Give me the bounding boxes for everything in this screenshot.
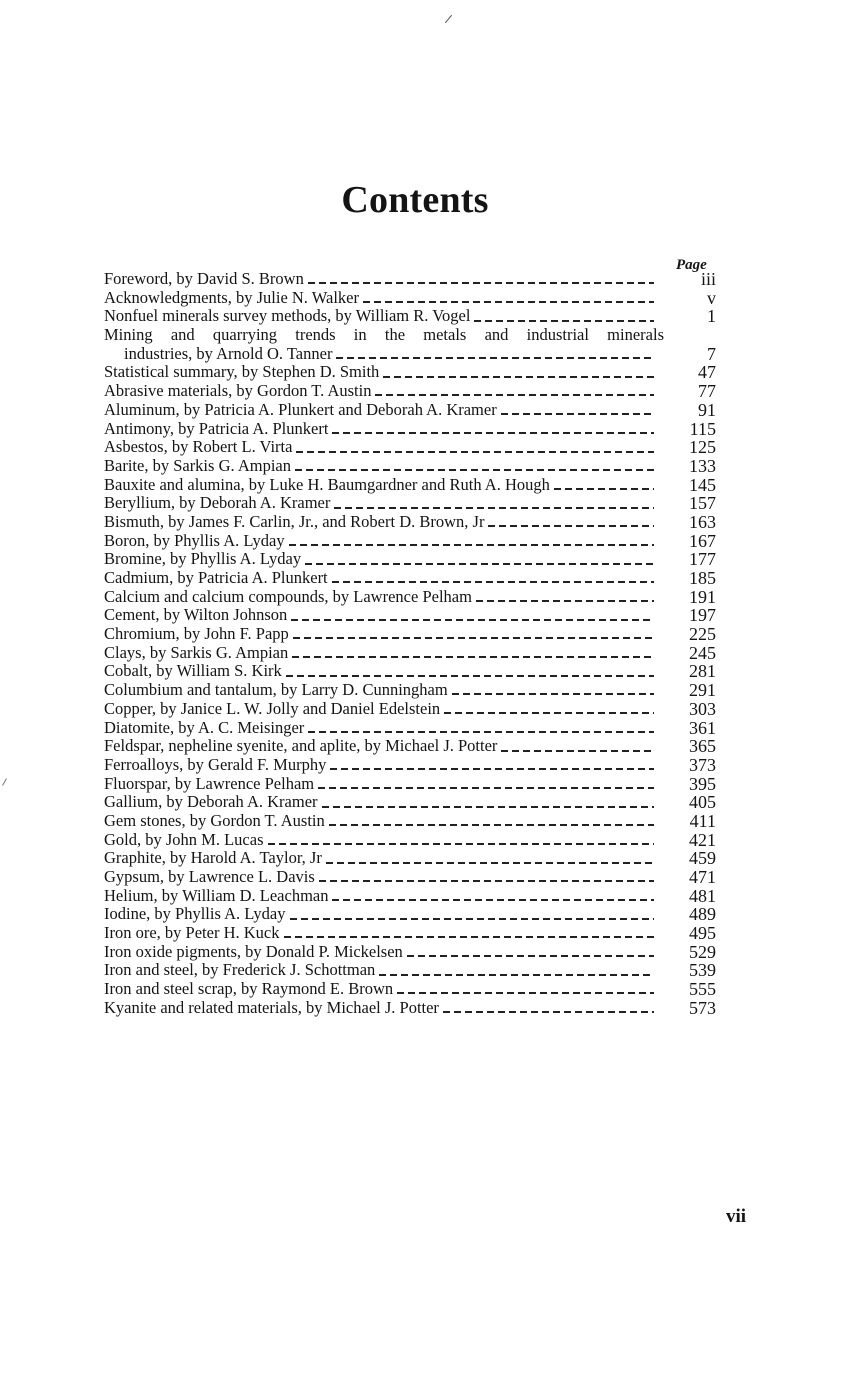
dot-leader [363,301,654,303]
toc-entry-title: Helium, by William D. Leachman [104,885,329,905]
toc-entry-title: Iron and steel scrap, by Raymond E. Brown [104,979,394,999]
toc-entry[interactable] [104,532,726,551]
dot-leader [336,357,654,359]
dot-leader [488,525,654,527]
toc-entry[interactable] [104,756,726,775]
toc-page-number: 7 [707,343,716,364]
dot-leader [444,712,654,714]
toc-page-number: 245 [689,642,716,663]
toc-entry[interactable] [104,307,726,326]
dot-leader [290,918,655,920]
toc-entry-title: Gypsum, by Lawrence L. Davis [104,867,315,886]
toc-page-number: 291 [689,680,716,701]
toc-entry-title: Iron ore, by Peter H. Kuck [104,923,280,943]
toc-entry[interactable] [104,905,726,924]
toc-entry[interactable] [104,812,726,831]
dot-leader [332,581,654,583]
toc-entry-title: Iron oxide pigments, by Donald P. Mickelsen [104,941,403,961]
toc-entry[interactable] [104,270,726,289]
toc-entry-title: Cadmium, by Patricia A. Plunkert [104,568,328,587]
dot-leader [305,563,654,565]
toc-entry[interactable] [104,961,726,980]
toc-entry-title: Ferroalloys, by Gerald F. Murphy [104,754,327,774]
toc-entry[interactable] [104,793,726,812]
toc-entry-title: Aluminum, by Patricia A. Plunkert and Deborah A. Kramer [104,399,497,419]
toc-entry-title: Columbium and tantalum, by Larry D. Cunningham [104,680,448,700]
toc-page-number: 185 [689,568,716,588]
toc-entry[interactable] [104,775,726,794]
dot-leader [476,600,654,602]
toc-page-number: 395 [689,773,716,794]
toc-entry-title: Copper, by Janice L. W. Jolly and Daniel Edelstein [104,698,441,718]
toc-entry-title: Foreword, by David S. Brown [104,268,304,288]
toc-page-number: 405 [689,792,716,813]
stray-mark [445,15,452,23]
toc-entry-title: Iodine, by Phyllis A. Lyday [104,904,286,924]
toc-entry-title: Beryllium, by Deborah A. Kramer [104,493,331,513]
table-of-contents [104,270,726,1018]
toc-entry-title: Fluorspar, by Lawrence Pelham [104,773,315,793]
toc-page-number: 459 [689,848,716,869]
toc-entry[interactable] [104,980,726,999]
toc-page-number: 163 [689,511,716,532]
dot-leader [329,824,654,826]
toc-page-number: 145 [689,474,716,495]
toc-page-number: 555 [689,979,716,1000]
toc-entry[interactable] [104,999,726,1018]
dot-leader [291,619,654,621]
toc-page-number: 373 [689,754,716,775]
dot-leader [322,806,654,808]
toc-page-number: 191 [689,586,716,607]
toc-entry-title: Bauxite and alumina, by Luke H. Baumgardner and Ruth A. Hough [104,474,550,494]
toc-entry-title: Abrasive materials, by Gordon T. Austin [104,381,372,401]
dot-leader [474,320,654,322]
toc-entry-title: Statistical summary, by Stephen D. Smith [104,362,380,382]
toc-entry-title: Calcium and calcium compounds, by Lawrence Pelham [104,586,472,606]
toc-entry-title: Boron, by Phyllis A. Lyday [104,530,285,550]
toc-entry[interactable] [104,831,726,850]
toc-page-number: 281 [689,661,716,682]
dot-leader [318,787,654,789]
toc-entry[interactable] [104,476,726,495]
toc-page-number: 539 [689,960,716,981]
toc-entry[interactable] [104,662,726,681]
dot-leader [292,656,654,658]
dot-leader [332,899,654,901]
dot-leader [289,544,654,546]
dot-leader [443,1011,654,1013]
toc-page-number: v [707,287,716,308]
toc-page-number: 1 [707,306,716,327]
dot-leader [501,413,654,415]
toc-entry-title: Bismuth, by James F. Carlin, Jr., and Robert D. Brown, Jr [104,511,485,531]
dot-leader [293,637,654,639]
toc-page-number: iii [700,268,716,289]
dot-leader [308,282,654,284]
dot-leader [268,843,655,845]
toc-entry-title: Kyanite and related materials, by Michael J. Potter [104,997,439,1017]
toc-entry[interactable] [104,868,726,887]
toc-entry[interactable] [104,401,726,420]
toc-entry[interactable] [104,513,726,532]
toc-entry-title: Barite, by Sarkis G. Ampian [104,455,291,475]
toc-entry-title: Gem stones, by Gordon T. Austin [104,810,325,830]
toc-entry-title: Diatomite, by A. C. Meisinger [104,717,305,737]
toc-entry[interactable] [104,887,726,906]
toc-entry[interactable] [104,700,726,719]
dot-leader [286,675,654,677]
toc-entry[interactable] [104,550,726,569]
toc-entry[interactable] [104,588,726,607]
toc-entry-title: Mining and quarrying trends in the metals and industrial minerals [104,325,664,345]
toc-entry-title: Cement, by Wilton Johnson [104,605,288,625]
dot-leader [295,469,654,471]
dot-leader [554,488,654,490]
toc-entry[interactable] [104,326,726,363]
page-title: Contents [341,179,489,221]
toc-page-number: 177 [689,549,716,570]
dot-leader [334,507,654,509]
dot-leader [296,451,654,453]
toc-entry[interactable] [104,382,726,401]
toc-entry[interactable] [104,569,726,588]
toc-page-number: 361 [689,717,716,738]
toc-page-number: 77 [698,381,716,402]
dot-leader [284,936,655,938]
toc-page-number: 303 [689,698,716,719]
toc-page-number: 489 [689,904,716,925]
toc-page-number: 157 [689,493,716,514]
toc-entry[interactable] [104,849,726,868]
dot-leader [383,376,654,378]
dot-leader [332,432,654,434]
toc-entry[interactable] [104,737,726,756]
toc-page-number: 481 [689,885,716,906]
toc-page-number: 133 [689,455,716,476]
toc-page-number: 115 [689,418,716,439]
toc-entry[interactable] [104,644,726,663]
toc-entry[interactable] [104,289,726,308]
toc-entry-title: Graphite, by Harold A. Taylor, Jr [104,848,322,868]
toc-entry[interactable] [104,719,726,738]
toc-page-number: 167 [689,530,716,551]
toc-page-number: 197 [689,605,716,626]
toc-page-number: 471 [689,867,716,887]
toc-entry-title: Gold, by John M. Lucas [104,829,264,849]
toc-entry-title: Gallium, by Deborah A. Kramer [104,792,318,812]
toc-entry[interactable] [104,494,726,513]
toc-entry-title-continued: industries, by Arnold O. Tanner [124,343,333,363]
toc-entry[interactable] [104,681,726,700]
toc-entry-title: Iron and steel, by Frederick J. Schottman [104,960,376,980]
toc-entry-title: Antimony, by Patricia A. Plunkert [104,418,329,438]
toc-page-number: 411 [689,810,716,831]
toc-entry-title: Acknowledgments, by Julie N. Walker [104,287,359,307]
toc-entry[interactable] [104,420,726,439]
toc-entry-title: Clays, by Sarkis G. Ampian [104,642,289,662]
dot-leader [308,731,654,733]
page-folio: vii [726,1206,747,1227]
toc-page-number: 365 [689,736,716,757]
toc-entry-title: Feldspar, nepheline syenite, and aplite, by Michael J. Potter [104,736,498,756]
toc-entry[interactable] [104,438,726,457]
dot-leader [375,394,654,396]
page-column-heading: Page [676,257,707,273]
toc-entry-title: Asbestos, by Robert L. Virta [104,437,293,457]
toc-entry[interactable] [104,625,726,644]
dot-leader [326,862,654,864]
toc-entry[interactable] [104,457,726,476]
toc-page-number: 225 [689,624,716,645]
dot-leader [397,992,654,994]
margin-mark [2,778,7,785]
toc-entry-title: Bromine, by Phyllis A. Lyday [104,549,302,569]
toc-page-number: 573 [689,997,716,1018]
dot-leader [501,750,654,752]
toc-entry-title: Nonfuel minerals survey methods, by William R. Vogel [104,306,471,326]
toc-entry-title: Chromium, by John F. Papp [104,624,289,644]
dot-leader [319,880,654,882]
dot-leader [379,974,654,976]
toc-page-number: 421 [689,829,716,850]
toc-entry[interactable] [104,363,726,382]
toc-page-number: 91 [698,399,716,420]
toc-entry[interactable] [104,943,726,962]
toc-page-number: 529 [689,941,716,962]
dot-leader [452,693,654,695]
toc-page-number: 125 [689,437,716,458]
dot-leader [407,955,654,957]
dot-leader [330,768,654,770]
toc-entry[interactable] [104,924,726,943]
toc-page-number: 47 [698,362,716,383]
toc-page-number: 495 [689,923,716,944]
toc-entry[interactable] [104,606,726,625]
toc-entry-title: Cobalt, by William S. Kirk [104,661,282,681]
